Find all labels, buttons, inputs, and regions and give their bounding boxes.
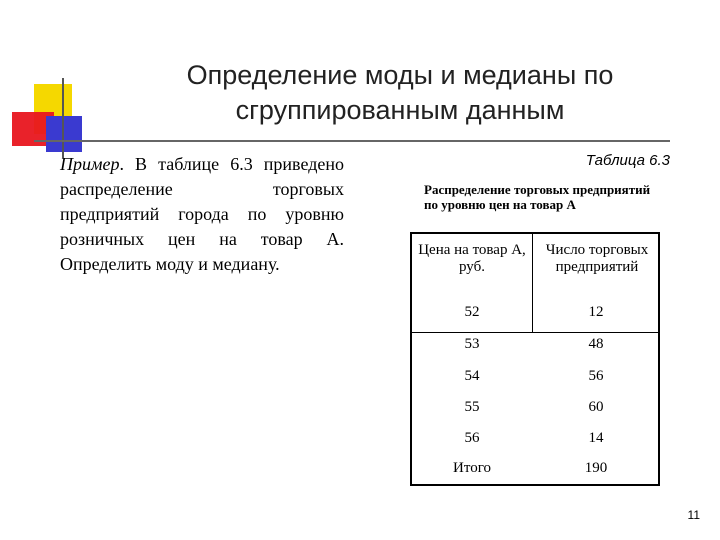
- header-row-divider: [412, 332, 658, 333]
- slide-title-line-2: сгруппированным данным: [235, 95, 565, 125]
- cell-price: 52: [464, 304, 480, 320]
- cell-price: 56: [464, 430, 480, 446]
- cell-total-label: Итого: [453, 460, 491, 476]
- example-text: [60, 152, 344, 277]
- cell-count: 56: [588, 368, 604, 384]
- cell-count: 48: [588, 336, 604, 352]
- title-underline: [34, 140, 670, 142]
- distribution-table: [410, 232, 660, 486]
- table-caption: Распределение торговых предприятий по уровню цен на товар А: [424, 182, 651, 212]
- page-number: 11: [687, 508, 700, 522]
- cell-price: 53: [464, 336, 480, 352]
- cell-count: 14: [588, 430, 604, 446]
- example-lead: Пример: [60, 154, 120, 174]
- example-body: . В таблице 6.3 приведено распределение торговых предприятий города по уровню розничных цен на товар А. Определить моду и медиану.: [60, 154, 344, 274]
- header-price: Цена на товар А, руб.: [418, 242, 526, 275]
- slide-title-line-1: Определение моды и медианы по: [186, 60, 614, 90]
- cell-price: 55: [464, 399, 480, 415]
- table-number-label: Таблица 6.3: [585, 152, 670, 169]
- header-count: Число торговых предприятий: [545, 242, 649, 275]
- slide-title: [120, 58, 680, 128]
- cell-count: 12: [588, 304, 604, 320]
- cell-count: 60: [588, 399, 604, 415]
- cell-price: 54: [464, 368, 480, 384]
- decor-vertical-line: [62, 78, 64, 158]
- decor-blue-square: [46, 116, 82, 152]
- cell-total-value: 190: [584, 460, 608, 476]
